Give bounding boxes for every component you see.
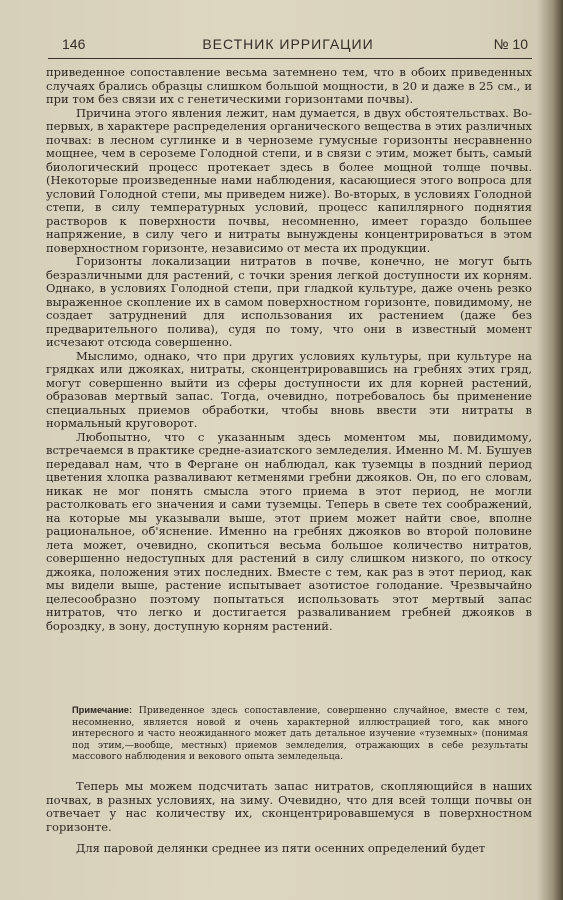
paragraph: приведенное сопоставление весьма затемнено тем, что в обоих приведенных случаях брались образцы слишком большой мощности, в 20 и даже в 25 см., и при том без связи их с генетическими горизонтами почвы). [46, 65, 532, 106]
journal-title: ВЕСТНИК ИРРИГАЦИИ [202, 36, 374, 52]
paragraph: Теперь мы можем подсчитать запас нитратов, скопляющийся в наших почвах, в разных условиях, на зиму. Очевидно, что для всей толщи почвы он отвечает у нас количеству их, сконцентрировавшемуся в поверхностном горизонте. [46, 779, 532, 834]
main-text [46, 66, 532, 633]
continued-text [46, 780, 532, 856]
paragraph: Мыслимо, однако, что при других условиях культуры, при культуре на грядках или джояках, нитраты, сконцентрировавшись на гребнях этих гряд, могут совершенно выйти из сферы доступности их для корней растений, образовав мертвый запас. Тогда, очевидно, потребовалось бы применение специальных приемов обработки, чтобы вновь ввести эти нитраты в нормальный круговорот. [46, 348, 532, 430]
paragraph: Любопытно, что с указанным здесь моментом мы, повидимому, встречаемся в практике средне-азиатского земледелия. Именно М. М. Бушуев передавал нам, что в Фергане он наблюдал, как туземцы в поздний период цветения хлопка разваливают кетменями гребни джояков. Он, по его словам, никак не мог понять смысла этого приема в этот период, не могли растолковать его значения и сами туземцы. Теперь в свете тех соображений, на которые мы указывали выше, этот прием может найти свое, вполне рациональное, об'яснение. Именно на гребнях джояков во второй половине лета может, очевидно, скопиться весьма большое количество нитратов, совершенно недоступных для растений в силу слишком низкого, по откосу джояка, положения этих последних. Вместе с тем, как раз в этот период, как мы видели выше, растение испытывает азотистое голодание. Чрезвычайно целесообразно поэтому попытаться использовать этот мертвый запас нитратов, что легко и достигается разваливанием гребней джояков в бороздку, в зону, доступную корням растений. [46, 429, 532, 633]
note-text: Приведенное здесь сопоставление, совершенно случайное, вместе с тем, несомненно, является новой и очень характерной иллюстрацией того, как много интересного и часто неожиданного может дать детальное изучение «туземных» (понимая под этим,—вообще, местных) приемов земледелия, отражающих в себе результаты массового наблюдения и векового опыта земледельца. [72, 705, 528, 763]
footnote [72, 705, 528, 763]
paragraph: Для паровой делянки среднее из пяти осенних определений будет [76, 841, 486, 856]
page-number: 146 [62, 36, 86, 52]
running-header [48, 36, 528, 56]
note-label: Примечание: [72, 705, 133, 715]
paragraph: Горизонты локализации нитратов в почве, конечно, не могут быть безразличными для растений, с точки зрения легкой доступности их корням. Однако, в условиях Голодной степи, при гладкой культуре, даже очень резко выраженное скопление их в самом поверхностном горизонте, повидимому, не создает затруднений для использования их растением (даже без предварительного полива), судя по тому, что они в известный момент исчезают отсюда совершенно. [46, 254, 532, 349]
issue-number: № 10 [493, 36, 528, 52]
paragraph: Причина этого явления лежит, нам думается, в двух обстоятельствах. Во-первых, в характере распределения органического вещества в этих различных почвах: в лесном суглинке и в черноземе гумусные горизонты несравненно мощнее, чем в сероземе Голодной степи, и в связи с этим, может быть, самый биологический процесс протекает здесь в более мощной толще почвы. (Некоторые произведенные нами наблюдения, касающиеся этого вопроса для условий Голодной степи, мы приведем ниже). Во-вторых, в условиях Голодной степи, в силу температурных условий, процесс капиллярного поднятия растворов к поверхности почвы, несомненно, имеет гораздо большее напряжение, в силу чего и нитраты вынуждены концентрироваться в этом поверхностном горизонте, независимо от места их продукции. [46, 105, 532, 255]
header-rule [48, 58, 532, 59]
